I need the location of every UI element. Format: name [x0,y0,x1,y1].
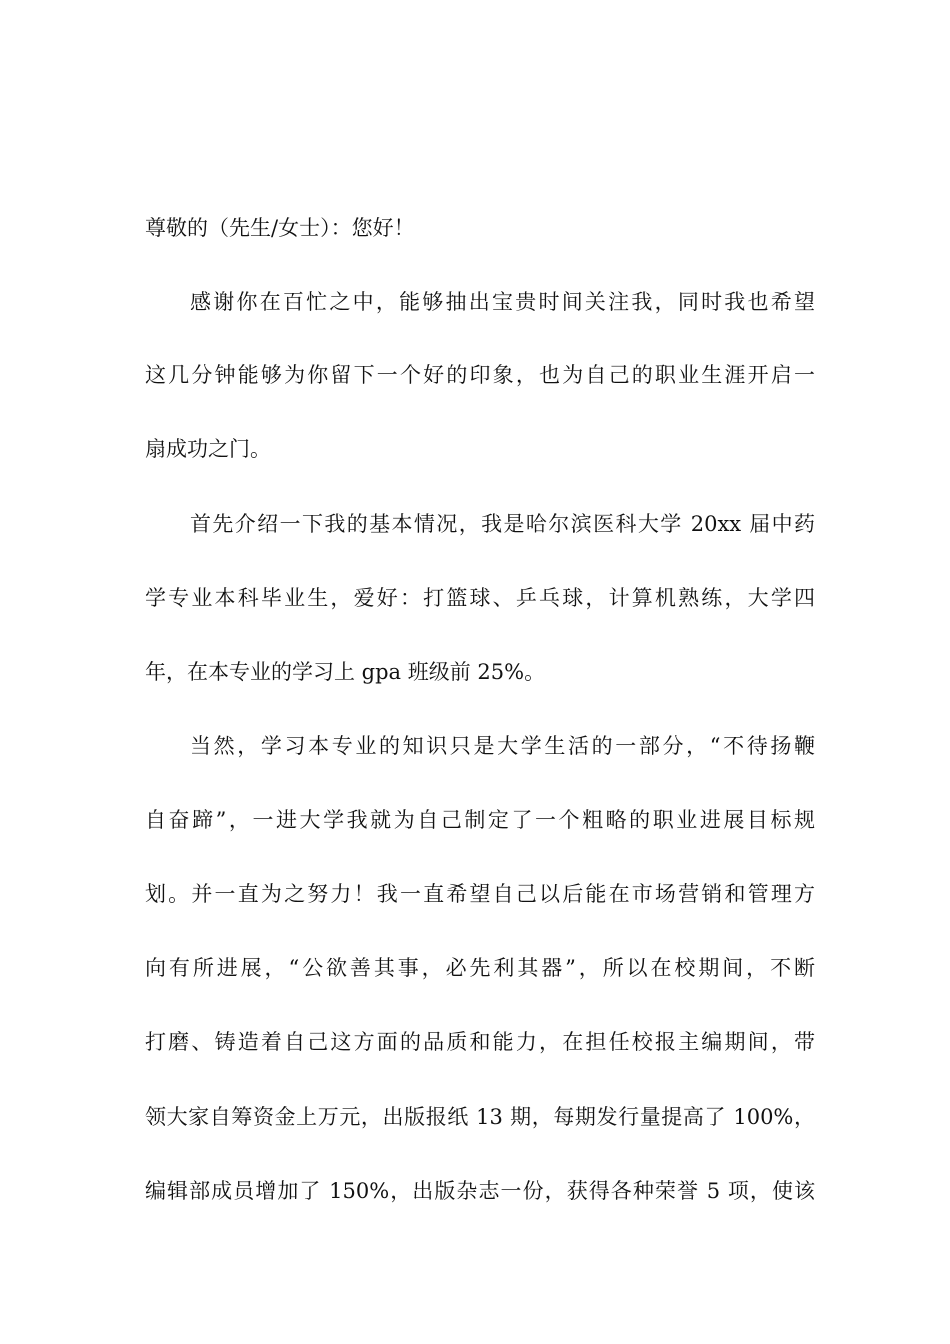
paragraph-3-line-6: 领大家自筹资金上万元，出版报纸 13 期，每期发行量提高了 100%， [145,1105,815,1129]
paragraph-2-line-3: 年，在本专业的学习上 gpa 班级前 25%。 [145,660,546,684]
paragraph-3-line-1: 当然，学习本专业的知识只是大学生活的一部分，“不待扬鞭 [190,734,815,758]
greeting-line: 尊敬的（先生/女士）：您好！ [145,216,415,240]
paragraph-2-line-2: 学专业本科毕业生，爱好：打篮球、乒乓球，计算机熟练，大学四 [145,586,815,610]
paragraph-3-line-3: 划。并一直为之努力！我一直希望自己以后能在市场营销和管理方 [145,882,815,906]
paragraph-3-line-2: 自奋蹄”，一进大学我就为自己制定了一个粗略的职业进展目标规 [145,808,815,832]
paragraph-3-line-4: 向有所进展，“公欲善其事，必先利其器”，所以在校期间，不断 [145,956,815,980]
paragraph-3-line-7: 编辑部成员增加了 150%，出版杂志一份，获得各种荣誉 5 项，使该 [145,1179,815,1203]
paragraph-1-line-3: 扇成功之门。 [145,437,271,461]
paragraph-3-line-5: 打磨、铸造着自己这方面的品质和能力，在担任校报主编期间，带 [145,1030,815,1054]
paragraph-1-line-1: 感谢你在百忙之中，能够抽出宝贵时间关注我，同时我也希望 [190,290,815,314]
paragraph-1-line-2: 这几分钟能够为你留下一个好的印象，也为自己的职业生涯开启一 [145,363,815,387]
paragraph-2-line-1: 首先介绍一下我的基本情况，我是哈尔滨医科大学 20xx 届中药 [190,512,815,536]
